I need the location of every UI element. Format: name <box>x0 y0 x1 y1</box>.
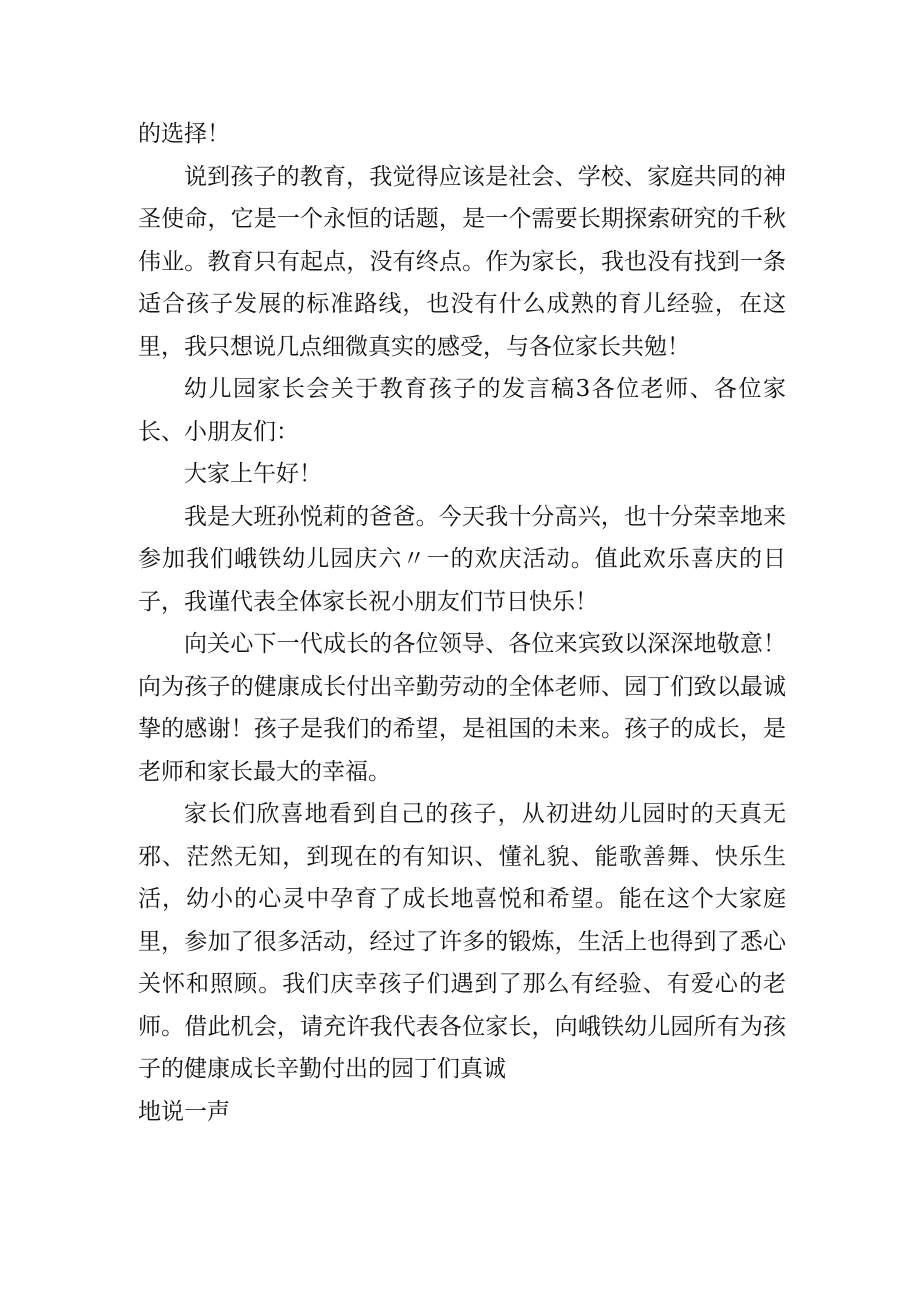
paragraph-7: 家长们欣喜地看到自己的孩子，从初进幼儿园时的天真无邪、茫然无知，到现在的有知识、懂礼貌、能歌善舞、快乐生活，幼小的心灵中孕育了成长地喜悦和希望。能在这个大家庭里，参加了很多活动，经过了许多的锻炼，生活上也得到了悉心关怀和照顾。我们庆幸孩子们遇到了那么有经验、有爱心的老师。借此机会，请充许我代表各位家长，向峨铁幼儿园所有为孩子的健康成长辛勤付出的园丁们真诚 <box>138 801 786 1082</box>
document-body <box>138 113 786 1133</box>
paragraph-6: 向关心下一代成长的各位领导、各位来宾致以深深地敬意！向为孩子的健康成长付出辛勤劳动的全体老师、园丁们致以最诚挚的感谢！孩子是我们的希望，是祖国的未来。孩子的成长，是老师和家长最大的幸福。 <box>138 631 786 785</box>
paragraph-1: 的选择！ <box>138 121 230 147</box>
paragraph-8: 地说一声 <box>138 1098 230 1125</box>
paragraph-2: 说到孩子的教育，我觉得应该是社会、学校、家庭共同的神圣使命，它是一个永恒的话题，是一个需要长期探索研究的千秋伟业。教育只有起点，没有终点。作为家长，我也没有找到一条适合孩子发展的标准路线，也没有什么成熟的育儿经验，在这里，我只想说几点细微真实的感受，与各位家长共勉！ <box>138 163 786 360</box>
paragraph-5: 我是大班孙悦莉的爸爸。今天我十分高兴，也十分荣幸地来参加我们峨铁幼儿园庆六〃一的欢庆活动。值此欢乐喜庆的日子，我谨代表全体家长祝小朋友们节日快乐！ <box>138 503 786 615</box>
paragraph-3: 幼儿园家长会关于教育孩子的发言稿3各位老师、各位家长、小朋友们： <box>138 376 786 445</box>
paragraph-4: 大家上午好！ <box>184 461 322 487</box>
